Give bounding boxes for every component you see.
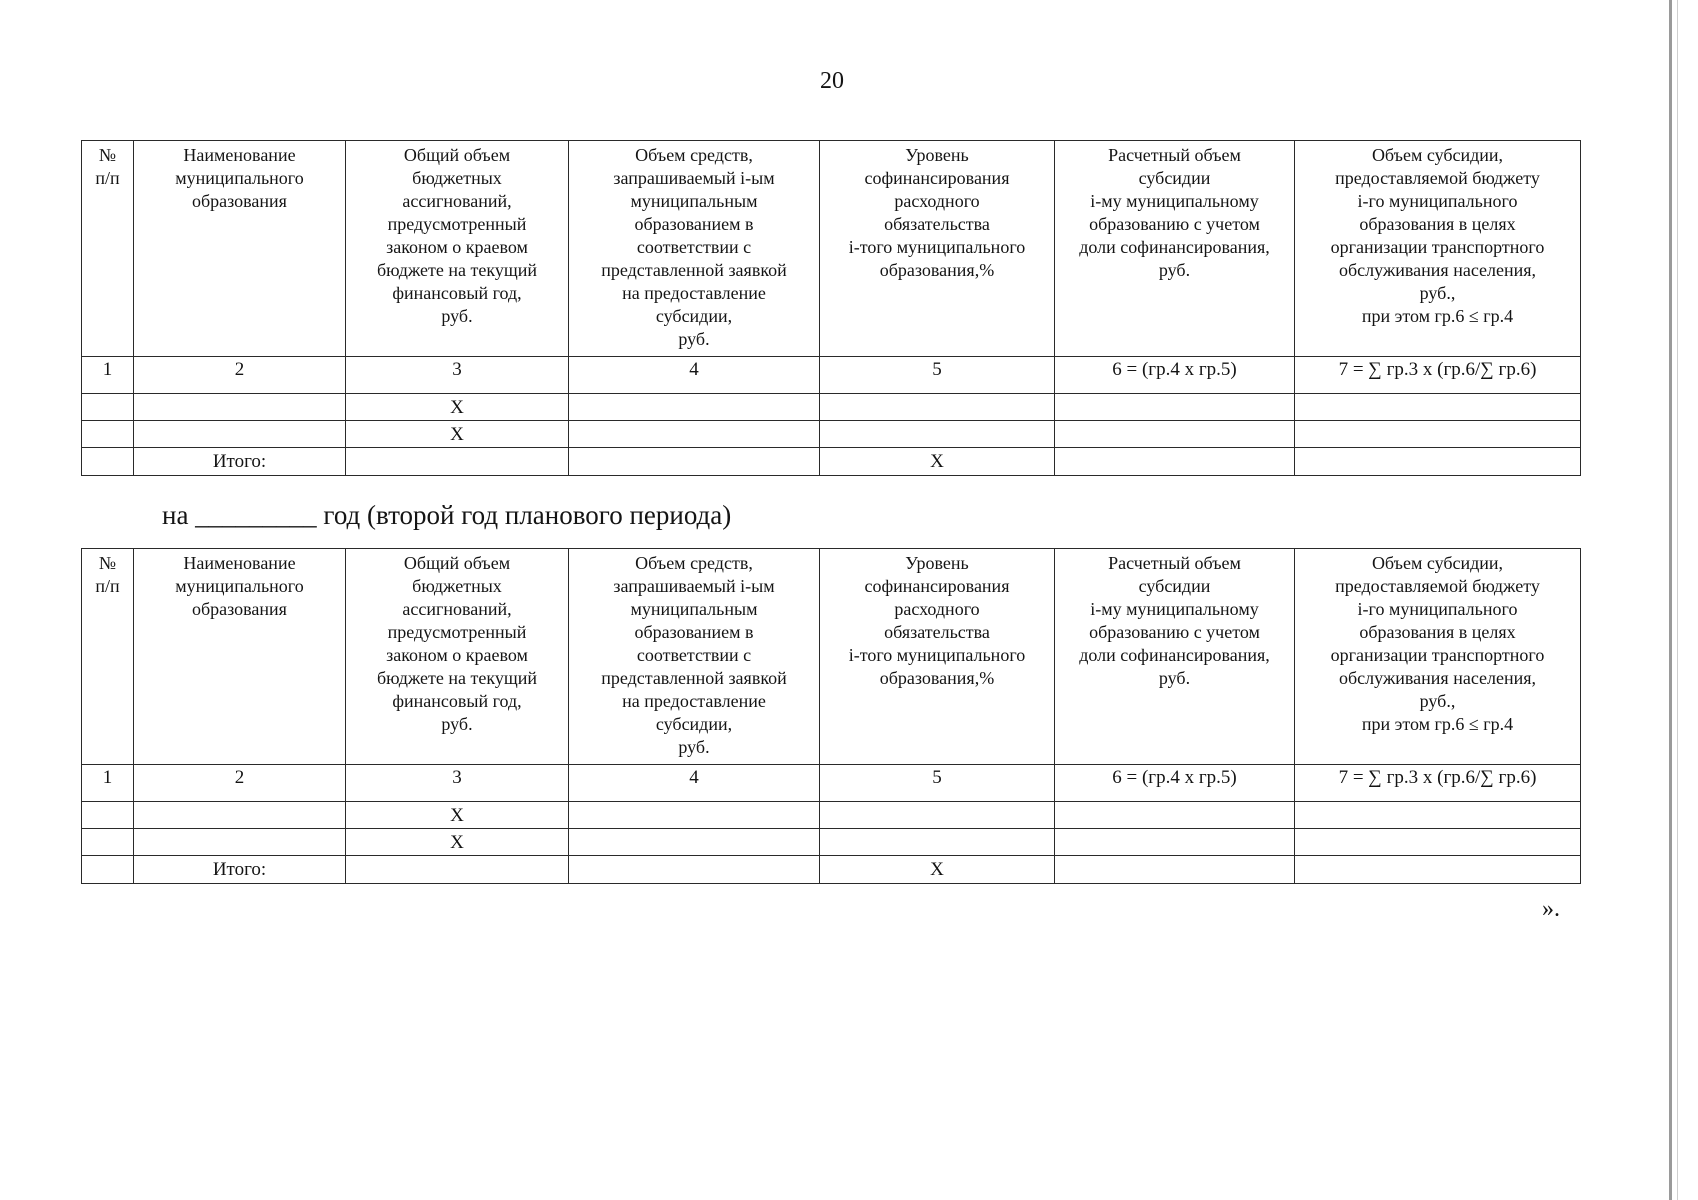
subsidy-table-1 [81,140,1581,476]
table-cell [569,829,820,856]
header-cell-requested-funds: Объем средств, запрашиваемый i-ым муниципальным образованием в соответствии с представленной заявкой на предоставление субсидии, руб. [569,549,820,765]
table-cell [134,802,346,829]
table-cell [82,829,134,856]
header-cell-cofinancing-level: Уровень софинансирования расходного обязательства i-того муниципального образования,% [820,141,1055,357]
table-cell [820,802,1055,829]
column-number: 2 [134,357,346,394]
table-header-row [82,549,1581,765]
header-cell-number: № п/п [82,141,134,357]
header-cell-total-allocations: Общий объем бюджетных ассигнований, предусмотренный законом о краевом бюджете на текущий финансовый год, руб. [346,549,569,765]
row-mark: X [820,856,1055,884]
table-row [82,421,1581,448]
column-number: 6 = (гр.4 x гр.5) [1055,357,1295,394]
column-number: 6 = (гр.4 x гр.5) [1055,765,1295,802]
table-cell [1295,856,1581,884]
table-cell [82,448,134,476]
closing-quote-mark: ». [1542,896,1560,922]
table-cell [82,856,134,884]
table-cell [82,802,134,829]
table-cell [134,421,346,448]
header-cell-cofinancing-level: Уровень софинансирования расходного обязательства i-того муниципального образования,% [820,549,1055,765]
total-row [82,856,1581,884]
column-number: 5 [820,357,1055,394]
column-number: 7 = ∑ гр.3 x (гр.6/∑ гр.6) [1295,765,1581,802]
table-cell [82,394,134,421]
table-header-row [82,141,1581,357]
row-mark: X [346,829,569,856]
total-row [82,448,1581,476]
table-cell [569,421,820,448]
header-cell-estimated-subsidy: Расчетный объем субсидии i-му муниципальному образованию с учетом доли софинансирования, руб. [1055,141,1295,357]
scan-edge-line [1677,0,1678,1200]
table-row [82,394,1581,421]
table-cell [346,856,569,884]
column-number: 1 [82,765,134,802]
table-cell [820,829,1055,856]
table-cell [1055,829,1295,856]
header-cell-requested-funds: Объем средств, запрашиваемый i-ым муниципальным образованием в соответствии с представленной заявкой на предоставление субсидии, руб. [569,141,820,357]
table-cell [1295,829,1581,856]
table-cell [346,448,569,476]
column-number: 3 [346,357,569,394]
total-label: Итого: [134,448,346,476]
table-cell [1055,448,1295,476]
column-number: 4 [569,357,820,394]
row-mark: X [346,802,569,829]
column-number: 7 = ∑ гр.3 x (гр.6/∑ гр.6) [1295,357,1581,394]
column-number: 1 [82,357,134,394]
table-cell [1055,856,1295,884]
table-cell [82,421,134,448]
header-cell-subsidy-amount: Объем субсидии, предоставляемой бюджету i-го муниципального образования в целях организации транспортного обслуживания населения, руб., при этом гр.6 ≤ гр.4 [1295,549,1581,765]
header-cell-municipality-name: Наименование муниципального образования [134,549,346,765]
scan-edge-shadow [1669,0,1672,1200]
header-cell-total-allocations: Общий объем бюджетных ассигнований, предусмотренный законом о краевом бюджете на текущий финансовый год, руб. [346,141,569,357]
table-cell [1055,394,1295,421]
row-mark: X [346,421,569,448]
table-cell [1295,802,1581,829]
table-cell [569,448,820,476]
subsidy-table-2 [81,548,1581,884]
column-number: 3 [346,765,569,802]
column-number: 5 [820,765,1055,802]
row-mark: X [820,448,1055,476]
table-cell [134,394,346,421]
page-number: 20 [820,68,844,94]
column-number: 4 [569,765,820,802]
total-label: Итого: [134,856,346,884]
table-cell [1295,394,1581,421]
table-cell [1055,421,1295,448]
row-mark: X [346,394,569,421]
table-cell [569,802,820,829]
header-cell-municipality-name: Наименование муниципального образования [134,141,346,357]
table-cell [569,394,820,421]
table-cell [820,421,1055,448]
table-row [82,802,1581,829]
column-number: 2 [134,765,346,802]
table-cell [1295,448,1581,476]
table-row [82,829,1581,856]
period-heading: на _________ год (второй год планового периода) [162,500,732,530]
column-number-row [82,357,1581,394]
table-cell [134,829,346,856]
table-cell [569,856,820,884]
header-cell-subsidy-amount: Объем субсидии, предоставляемой бюджету i-го муниципального образования в целях организации транспортного обслуживания населения, руб., при этом гр.6 ≤ гр.4 [1295,141,1581,357]
table-cell [820,394,1055,421]
table-cell [1055,802,1295,829]
header-cell-estimated-subsidy: Расчетный объем субсидии i-му муниципальному образованию с учетом доли софинансирования, руб. [1055,549,1295,765]
column-number-row [82,765,1581,802]
header-cell-number: № п/п [82,549,134,765]
table-cell [1295,421,1581,448]
